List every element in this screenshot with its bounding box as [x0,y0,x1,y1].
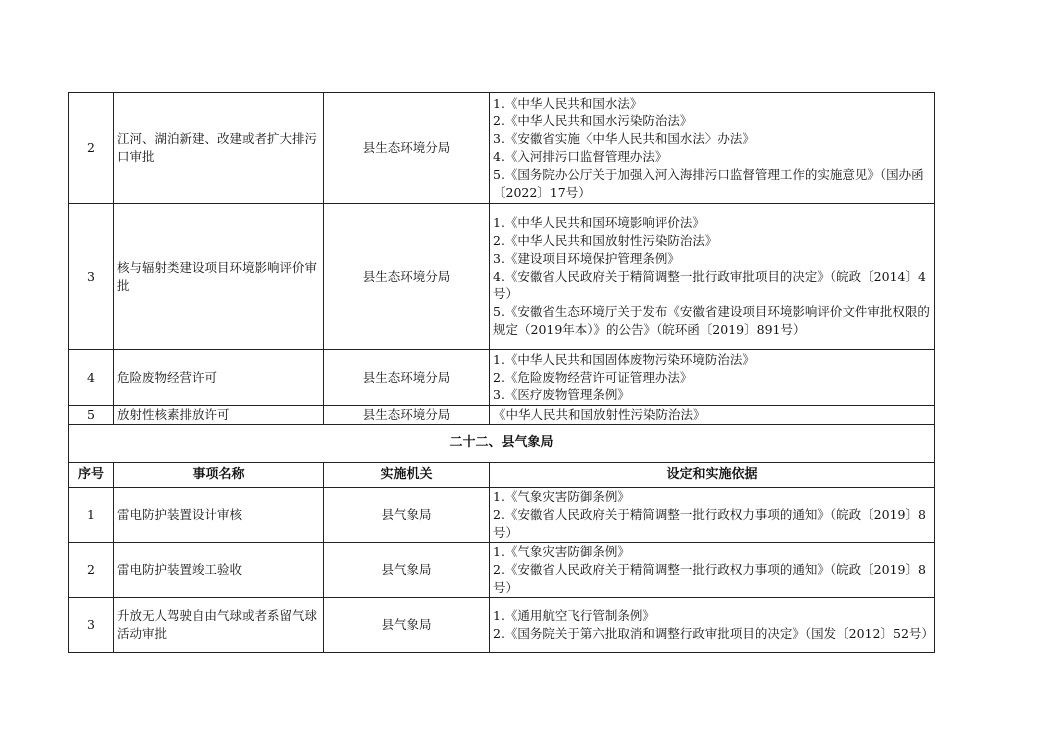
implementing-agency: 县生态环境分局 [324,204,490,350]
header-row [69,462,935,487]
section-title: 二十二、县气象局 [69,424,935,462]
item-name: 核与辐射类建设项目环境影响评价审批 [114,204,324,350]
item-name: 雷电防护装置竣工验收 [114,542,324,597]
implementing-agency: 县气象局 [324,542,490,597]
basis-line: 2.《安徽省人民政府关于精简调整一批行政权力事项的通知》（皖政〔2019〕8号） [493,506,926,540]
row-number: 2 [69,93,114,204]
basis-line: 2.《危险废物经营许可证管理办法》 [493,369,693,385]
implementing-agency: 县生态环境分局 [324,406,490,425]
implementing-agency: 县气象局 [324,597,490,652]
row-number: 2 [69,542,114,597]
implementing-agency: 县生态环境分局 [324,93,490,204]
basis-line: 3.《安徽省实施〈中华人民共和国水法〉办法》 [493,131,755,147]
row-number: 3 [69,204,114,350]
legal-basis [490,350,935,406]
basis-line: 2.《中华人民共和国水污染防治法》 [493,113,693,129]
item-name: 雷电防护装置设计审核 [114,487,324,542]
row-number: 5 [69,406,114,425]
legal-basis [490,597,935,652]
header-num: 序号 [69,462,114,487]
header-name: 事项名称 [114,462,324,487]
basis-line: 3.《建设项目环境保护管理条例》 [493,250,680,266]
approval-items-table [68,92,935,653]
legal-basis [490,542,935,597]
legal-basis [490,93,935,204]
basis-line: 2.《中华人民共和国放射性污染防治法》 [493,233,718,248]
header-basis: 设定和实施依据 [490,462,935,487]
basis-line: 《中华人民共和国放射性污染防治法》 [493,407,706,422]
table-row [69,93,935,204]
header-agency: 实施机关 [324,462,490,487]
item-name: 江河、湖泊新建、改建或者扩大排污口审批 [114,93,324,204]
implementing-agency: 县气象局 [324,487,490,542]
row-number: 4 [69,350,114,406]
item-name: 放射性核素排放许可 [114,406,324,425]
item-name: 升放无人驾驶自由气球或者系留气球活动审批 [114,597,324,652]
table-row [69,406,935,425]
basis-line: 4.《入河排污口监督管理办法》 [493,149,668,164]
basis-line: 1.《通用航空飞行管制条例》 [493,608,655,623]
basis-line: 1.《中华人民共和国水法》 [493,95,643,111]
basis-line: 1.《气象灾害防御条例》 [493,544,630,560]
section-row [69,424,935,462]
basis-line: 2.《国务院关于第六批取消和调整行政审批项目的决定》（国发〔2012〕52号） [493,625,934,641]
table-row [69,597,935,652]
table-row [69,487,935,542]
basis-line: 1.《气象灾害防御条例》 [493,489,630,505]
basis-line: 1.《中华人民共和国固体废物污染环境防治法》 [493,351,755,367]
basis-line: 1.《中华人民共和国环境影响评价法》 [493,215,705,231]
legal-basis [490,204,935,350]
legal-basis [490,406,935,425]
table-row [69,204,935,350]
row-number: 3 [69,597,114,652]
basis-line: 4.《安徽省人民政府关于精简调整一批行政审批项目的决定》（皖政〔2014〕4号） [493,268,926,302]
basis-line: 3.《医疗废物管理条例》 [493,387,630,403]
basis-line: 2.《安徽省人民政府关于精简调整一批行政权力事项的通知》（皖政〔2019〕8号） [493,561,926,595]
basis-line: 5.《安徽省生态环境厅关于发布《安徽省建设项目环境影响评价文件审批权限的规定（2019年本）》的公告》（皖环函〔2019〕891号） [493,304,930,337]
basis-line: 5.《国务院办公厅关于加强入河入海排污口监督管理工作的实施意见》（国办函〔2022〕17号） [493,166,924,200]
row-number: 1 [69,487,114,542]
legal-basis [490,487,935,542]
item-name: 危险废物经营许可 [114,350,324,406]
table-row [69,350,935,406]
implementing-agency: 县生态环境分局 [324,350,490,406]
table-row [69,542,935,597]
